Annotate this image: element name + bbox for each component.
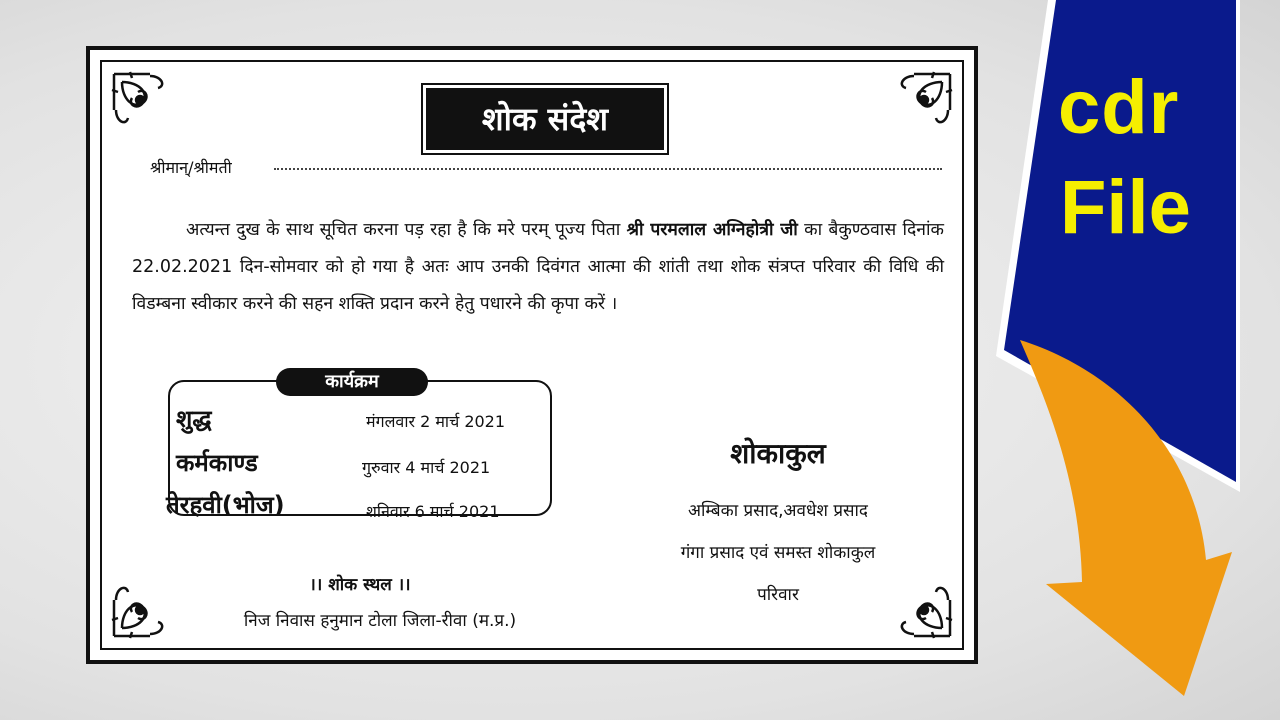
corner-ornament-top-right <box>872 70 954 152</box>
mourners-line: परिवार <box>757 585 799 605</box>
condolence-message <box>132 212 944 323</box>
mourners-heading: शोकाकुल <box>730 437 826 470</box>
program-event-date: शनिवार 6 मार्च 2021 <box>366 502 500 521</box>
mourners-line: अम्बिका प्रसाद,अवधेश प्रसाद <box>688 501 868 521</box>
program-event-name: कर्मकाण्ड <box>176 449 258 477</box>
mourners-line: गंगा प्रसाद एवं समस्त शोकाकुल <box>680 543 876 563</box>
venue-address: निज निवास हनुमान टोला जिला-रीवा (म.प्र.) <box>243 611 517 631</box>
program-event-date: गुरुवार 4 मार्च 2021 <box>362 458 491 477</box>
message-intro: अत्यन्त दुख के साथ सूचित करना पड़ रहा है कि मरे परम् पूज्य पिता <box>186 220 627 240</box>
card-title: शोक संदेश <box>426 88 664 150</box>
venue-heading: ।। शोक स्थल ।। <box>309 575 411 595</box>
banner-text-file: File <box>1060 165 1191 250</box>
corner-ornament-bottom-left <box>110 558 192 640</box>
salutation-dotted-line <box>274 168 942 170</box>
banner-text-cdr: cdr <box>1058 65 1180 150</box>
condolence-card <box>86 46 978 664</box>
salutation-label: श्रीमान्/श्रीमती <box>150 158 232 177</box>
program-event-name: शुद्ध <box>176 405 212 433</box>
program-row <box>166 488 285 521</box>
program-row <box>176 446 258 479</box>
message-body: का बैकुण्ठवास दिनांक 22.02.2021 दिन-सोमवार को हो गया है अतः आप उनकी दिवंगत आत्मा की शांती तथा शोक संत्रप्त परिवार की विधि की विडम्बना स्वीकार करने की सहन शक्ति प्रदान करने हेतु पधारने की कृपा करें । <box>132 220 944 314</box>
deceased-name: श्री परमलाल अग्निहोत्री जी <box>626 220 798 240</box>
program-event-date: मंगलवार 2 मार्च 2021 <box>366 412 506 431</box>
program-row <box>176 402 212 435</box>
program-event-name: तेरहवी(भोज) <box>166 491 285 519</box>
program-heading: कार्यक्रम <box>276 368 428 396</box>
corner-ornament-top-left <box>110 70 192 152</box>
